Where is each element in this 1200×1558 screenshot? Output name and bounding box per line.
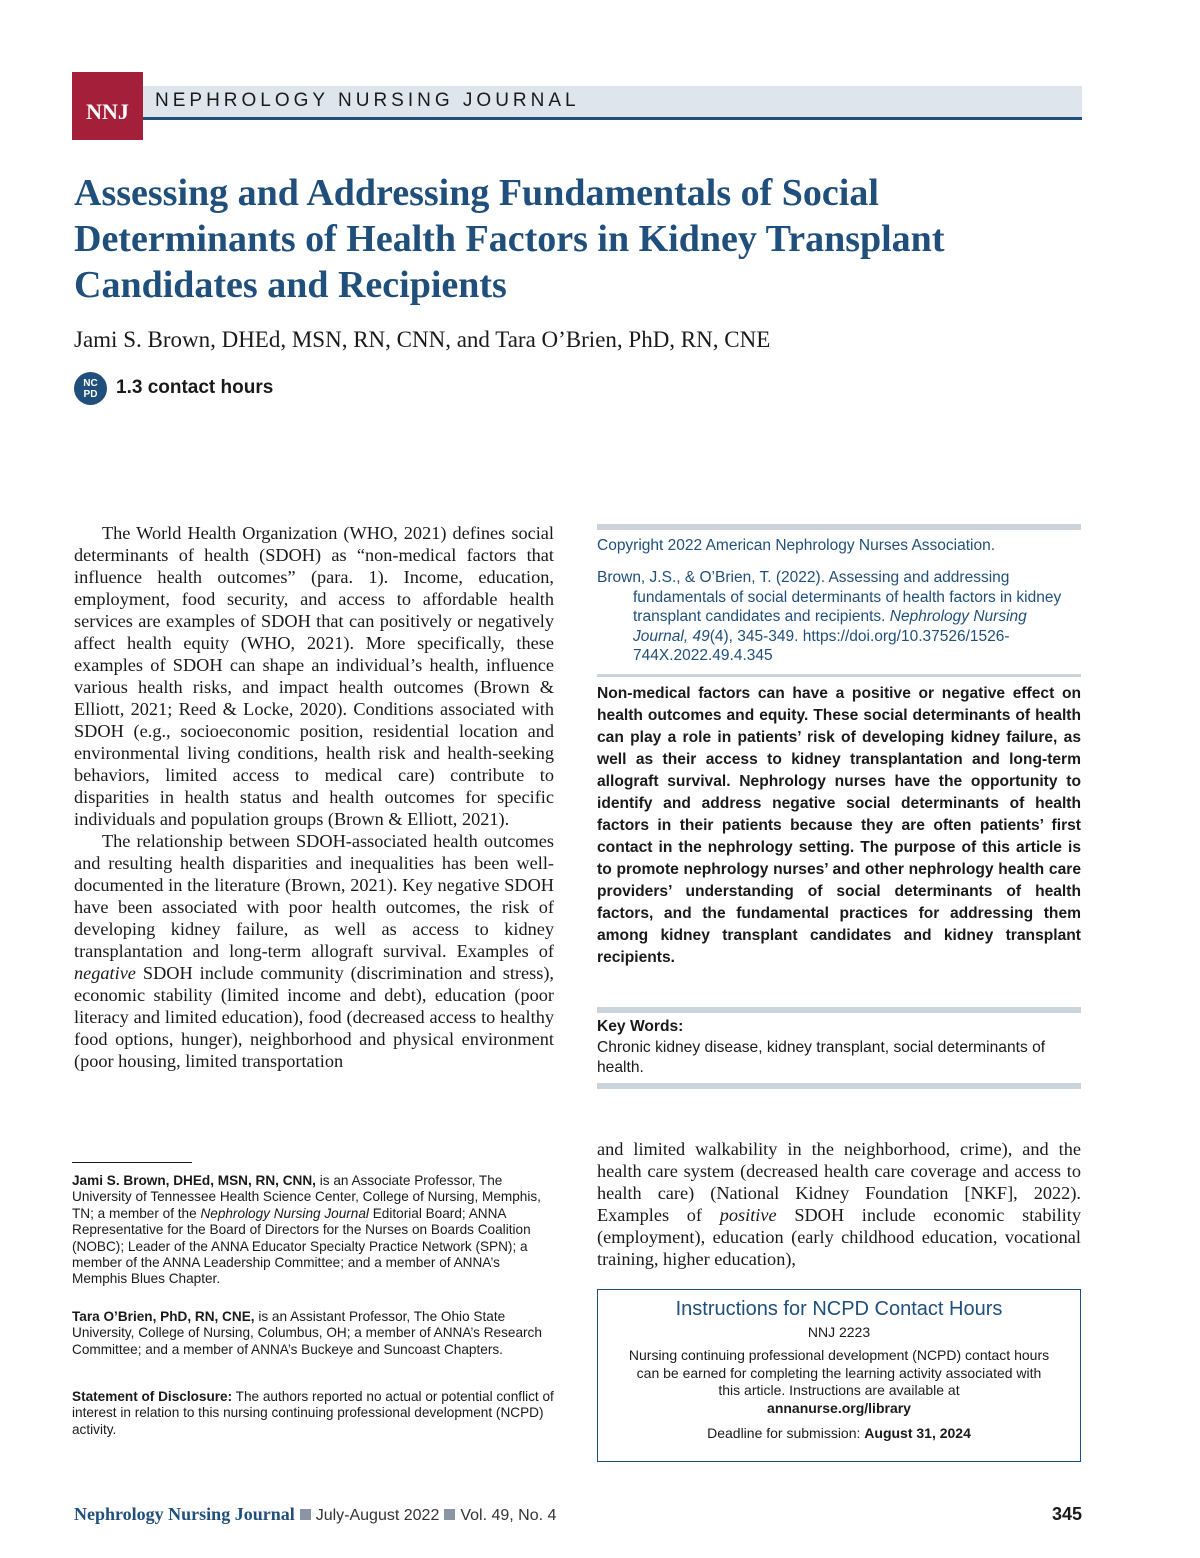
- body-p3-text-a: and limited walkability in the neighborhood, crime), and the health care system (decreased health care coverage and access to health care) (National Kidney Foundation [NKF], 2022). Examples of: [597, 1139, 1081, 1225]
- sidebar-rule-top: [597, 524, 1081, 530]
- ncpd-instructions-box: [597, 1289, 1081, 1462]
- body-paragraph-1: The World Health Organization (WHO, 2021) defines social determinants of health (SDOH) as “non-medical factors that influence health outcomes” (para. 1). Income, education, employment, food security, and access to affordable health services are examples of SDOH that can positively or negatively affect health equity (WHO, 2021). More specifically, these examples of SDOH can shape an individual’s health, influence various health risks, and impact health outcomes (Brown & Elliott, 2021; Reed & Locke, 2020). Conditions associated with SDOH (e.g., socioeconomic position, residential location and environmental living conditions, health risk and health-seeking behaviors, limited access to medical care) contribute to disparities in health status and health outcomes for specific individuals and population groups (Brown & Elliott, 2021).: [74, 523, 554, 829]
- copyright: Copyright 2022 American Nephrology Nurses Association.: [597, 537, 996, 554]
- citation: [597, 568, 1081, 666]
- disclosure-label: Statement of Disclosure:: [72, 1389, 233, 1404]
- ncpd-box-deadline: [598, 1425, 1080, 1441]
- page-number: 345: [1051, 1504, 1082, 1524]
- body-p3-text-b: SDOH include economic stability (employment), education (early childhood education, vocational training, higher education),: [597, 1205, 1081, 1269]
- page-footer: [74, 1504, 1082, 1528]
- keywords-label: Key Words:: [597, 1018, 684, 1035]
- journal-header: [72, 72, 1082, 140]
- ncpd-badge-top: NC: [83, 378, 98, 389]
- article-title: Assessing and Addressing Fundamentals of Social Determinants of Health Factors in Kidney Transplant Candidates and Recipients: [74, 172, 945, 306]
- disclosure: [72, 1389, 556, 1438]
- deadline-date: August 31, 2024: [864, 1425, 971, 1441]
- body-p2-emphasis: negative: [74, 963, 136, 983]
- sidebar-rule-mid: [597, 674, 1081, 677]
- body-p2-text-b: SDOH include community (discrimination and stress), economic stability (limited income and debt), education (poor literacy and limited education), food (decreased access to healthy food options, hunger), neighborhood and physical environment (poor housing, limited transportation: [74, 963, 554, 1071]
- sidebar-rule-keywords: [597, 1007, 1081, 1013]
- body-right-column: [597, 1138, 1081, 1270]
- citation-journal: Nephrology Nursing Journal, 49: [633, 608, 1027, 645]
- bio-brown-journal: Nephrology Nursing Journal: [200, 1205, 369, 1221]
- ncpd-badge-bottom: PD: [83, 389, 98, 400]
- journal-name: NEPHROLOGY NURSING JOURNAL: [155, 90, 580, 111]
- abstract: Non-medical factors can have a positive or negative effect on health outcomes and equity. These social determinants of health can play a role in patients’ risk of developing kidney failure, as well as their access to kidney transplantation and long-term allograft survival. Nephrology nurses have the opportunity to identify and address negative social determinants of health factors in their patients because they are often patients’ first contact in the nephrology setting. The purpose of this article is to promote nephrology nurses’ and other nephrology health care providers’ understanding of social determinants of health factors, and the fundamental practices for addressing them among kidney transplant candidates and kidney transplant recipients.: [597, 685, 1081, 966]
- deadline-label: Deadline for submission:: [707, 1425, 865, 1441]
- footer-issue-date: July-August 2022: [315, 1507, 440, 1524]
- bio-brown: [72, 1173, 556, 1288]
- citation-text: Brown, J.S., & O’Brien, T. (2022). Assessing and addressing fundamentals of social determinants of health factors in kidney transplant candidates and recipients.: [597, 569, 1062, 625]
- journal-logo: NNJ: [72, 72, 143, 140]
- bio-brown-name: Jami S. Brown, DHEd, MSN, RN, CNN,: [72, 1173, 316, 1188]
- bio-obrien: [72, 1309, 556, 1358]
- citation-doi: (4), 345-349. https://doi.org/10.37526/1526-744X.2022.49.4.345: [633, 627, 1010, 664]
- sidebar-rule-bottom: [597, 1083, 1081, 1089]
- body-p3-emphasis: positive: [719, 1205, 777, 1225]
- ncpd-box-title: Instructions for NCPD Contact Hours: [675, 1298, 1003, 1320]
- footer-separator-icon: [444, 1509, 455, 1520]
- ncpd-box-code: NNJ 2223: [807, 1324, 871, 1340]
- footnote-rule: [72, 1162, 192, 1163]
- disclosure-text: The authors reported no actual or potential conflict of interest in relation to this nursing continuing professional development (NCPD) activity.: [72, 1389, 554, 1437]
- ncpd-box-text: Nursing continuing professional development (NCPD) contact hours can be earned for completing the learning activity associated with this article. Instructions are available at: [628, 1347, 1050, 1398]
- ncpd-icon: [74, 372, 107, 405]
- footer-citation: [74, 1504, 556, 1525]
- footer-separator-icon: [300, 1509, 311, 1520]
- bio-brown-text-b: Editorial Board; ANNA Representative for the Board of Directors for the Nurses on Boards Coalition (NOBC); Leader of the ANNA Educator Specialty Practice Network (SPN); a member of the ANNA Leadership Committee; and a member of ANNA’s Memphis Blues Chapter.: [72, 1205, 531, 1287]
- bio-brown-text-a: is an Associate Professor, The University of Tennessee Health Science Center, College of Nursing, Memphis, TN; a member of the: [72, 1173, 541, 1221]
- ncpd-box-url[interactable]: annanurse.org/library: [767, 1399, 911, 1416]
- bio-obrien-text: is an Assistant Professor, The Ohio State University, College of Nursing, Columbus, OH; a member of ANNA’s Research Committee; and a member of ANNA’s Buckeye and Suncoast Chapters.: [72, 1309, 542, 1357]
- body-left-column: [74, 522, 554, 1072]
- bio-obrien-name: Tara O’Brien, PhD, RN, CNE,: [72, 1309, 255, 1324]
- keywords: Chronic kidney disease, kidney transplant, social determinants of health.: [597, 1039, 1046, 1076]
- body-p2-text-a: The relationship between SDOH-associated health outcomes and resulting health disparities and inequalities has been well-documented in the literature (Brown, 2021). Key negative SDOH have been associated with poor health outcomes, the risk of developing kidney failure, as well as access to kidney transplantation and long-term allograft survival. Examples of: [74, 831, 554, 961]
- journal-name-band: [143, 86, 1082, 120]
- body-paragraph-2: [74, 830, 554, 1072]
- footer-journal: Nephrology Nursing Journal: [74, 1504, 295, 1524]
- footer-volume: Vol. 49, No. 4: [460, 1507, 557, 1524]
- body-paragraph-3: [597, 1138, 1081, 1270]
- article-authors: Jami S. Brown, DHEd, MSN, RN, CNN, and Tara O’Brien, PhD, RN, CNE: [74, 327, 771, 352]
- contact-hours-label: 1.3 contact hours: [116, 377, 274, 398]
